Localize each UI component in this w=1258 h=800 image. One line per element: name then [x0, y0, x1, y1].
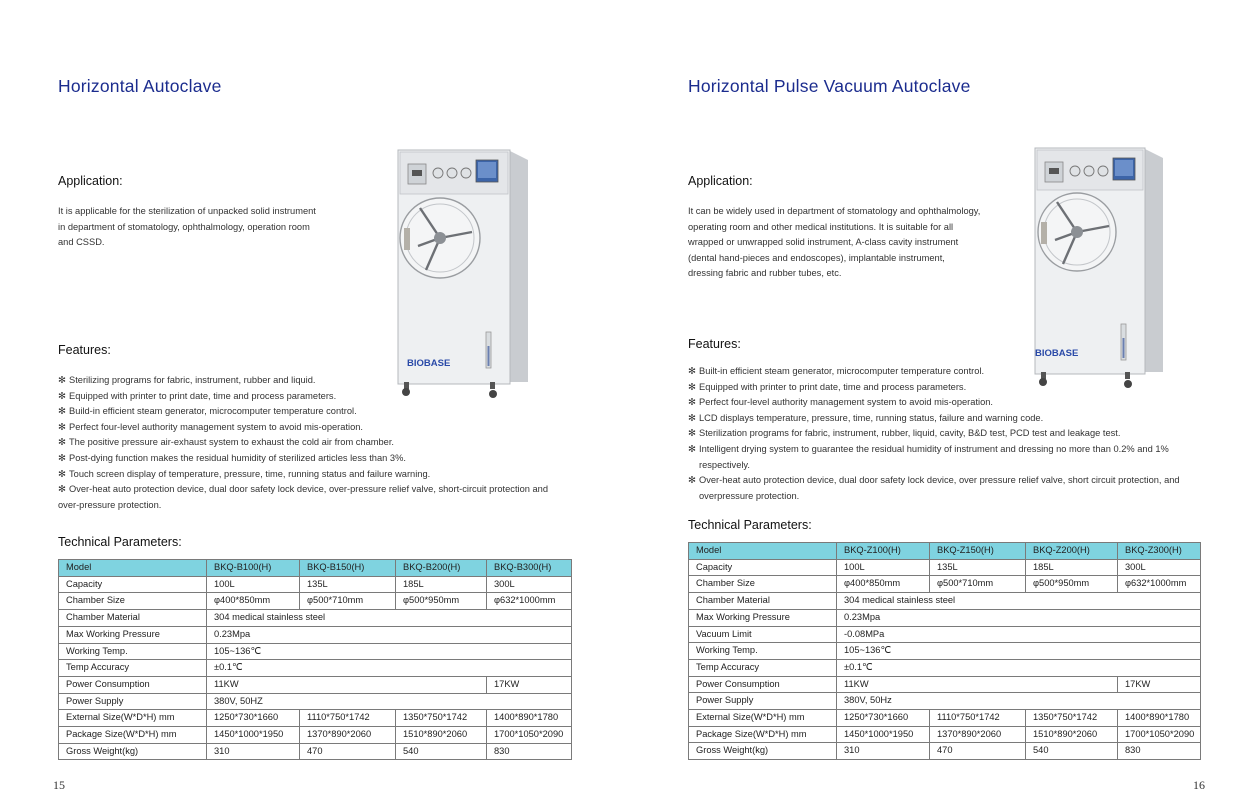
- table-cell: Chamber Material: [59, 610, 207, 627]
- table-cell: Power Supply: [59, 693, 207, 710]
- table-cell: 540: [1026, 743, 1118, 760]
- left-application-line: in department of stomatology, ophthalmology, operation room: [58, 221, 310, 232]
- table-cell: 0.23Mpa: [837, 609, 1201, 626]
- table-cell: 135L: [930, 559, 1026, 576]
- table-cell: 1110*750*1742: [930, 710, 1026, 727]
- right-feature-item: [688, 380, 1218, 396]
- table-cell: BKQ-B100(H): [207, 560, 300, 577]
- table-cell: BKQ-B200(H): [396, 560, 487, 577]
- right-features-list: [688, 364, 1218, 504]
- table-cell: 1250*730*1660: [207, 710, 300, 727]
- table-row: [689, 693, 1201, 710]
- table-cell: Working Temp.: [689, 643, 837, 660]
- table-cell: 1700*1050*2090: [487, 727, 572, 744]
- right-feature-text: Intelligent drying system to guarantee the residual humidity of instrument and dressing no more than 0.2% and 1%: [699, 443, 1169, 454]
- table-row: [59, 626, 572, 643]
- table-cell: 185L: [396, 576, 487, 593]
- left-application-text: [58, 204, 316, 251]
- table-cell: 1450*1000*1950: [837, 726, 930, 743]
- bullet-icon: ✻: [58, 437, 66, 448]
- left-feature-item: [58, 451, 578, 467]
- table-cell: -0.08MPa: [837, 626, 1201, 643]
- table-row: [59, 610, 572, 627]
- table-cell: Chamber Size: [689, 576, 837, 593]
- table-row: [59, 643, 572, 660]
- left-feature-item: [58, 404, 578, 420]
- bullet-icon: ✻: [58, 452, 66, 463]
- table-cell: 540: [396, 743, 487, 760]
- right-feature-item: [688, 411, 1218, 427]
- right-feature-item: [688, 426, 1218, 442]
- table-cell: 135L: [300, 576, 396, 593]
- table-cell: 100L: [837, 559, 930, 576]
- table-cell: 470: [930, 743, 1026, 760]
- table-cell: 310: [207, 743, 300, 760]
- table-cell: Package Size(W*D*H) mm: [689, 726, 837, 743]
- left-feature-text: Over-heat auto protection device, dual door safety lock device, over-pressure relief valve, short-circuit protection and: [69, 484, 549, 495]
- bullet-icon: ✻: [688, 381, 696, 392]
- table-cell: 380V, 50Hz: [837, 693, 1201, 710]
- bullet-icon: ✻: [688, 412, 696, 423]
- table-cell: 1370*890*2060: [300, 727, 396, 744]
- left-application-line: and CSSD.: [58, 237, 105, 248]
- left-feature-text: Perfect four-level authority management system to avoid mis-operation.: [69, 421, 364, 432]
- table-cell: φ632*1000mm: [487, 593, 572, 610]
- table-cell: Model: [59, 560, 207, 577]
- table-row: [59, 660, 572, 677]
- table-cell: Chamber Size: [59, 593, 207, 610]
- right-feature-text: overpressure protection.: [699, 490, 800, 501]
- table-cell: 0.23Mpa: [207, 626, 572, 643]
- table-row: [59, 676, 572, 693]
- left-feature-item: [58, 435, 578, 451]
- left-feature-item: [58, 389, 578, 405]
- table-row: [689, 609, 1201, 626]
- table-cell: 304 medical stainless steel: [207, 610, 572, 627]
- table-cell: Max Working Pressure: [689, 609, 837, 626]
- table-cell: BKQ-Z200(H): [1026, 543, 1118, 560]
- table-cell: ±0.1℃: [207, 660, 572, 677]
- table-cell: Working Temp.: [59, 643, 207, 660]
- right-features-heading: Features:: [688, 337, 741, 351]
- table-cell: 1350*750*1742: [396, 710, 487, 727]
- table-header-row: [59, 560, 572, 577]
- table-cell: Vacuum Limit: [689, 626, 837, 643]
- table-row: [689, 576, 1201, 593]
- bullet-icon: ✻: [688, 443, 696, 454]
- left-feature-item: [58, 467, 578, 483]
- table-row: [59, 593, 572, 610]
- bullet-icon: ✻: [688, 428, 696, 439]
- table-row: [689, 559, 1201, 576]
- table-cell: Power Consumption: [689, 676, 837, 693]
- left-brand-logo: BIOBASE: [407, 358, 451, 369]
- left-application-heading: Application:: [58, 174, 123, 188]
- table-row: [59, 693, 572, 710]
- left-feature-item: [58, 420, 578, 436]
- table-cell: ±0.1℃: [837, 659, 1201, 676]
- right-page-number: 16: [1193, 778, 1205, 792]
- left-application-line: It is applicable for the sterilization of unpacked solid instrument: [58, 206, 316, 216]
- table-cell: φ632*1000mm: [1118, 576, 1201, 593]
- bullet-icon: ✻: [688, 397, 696, 408]
- table-cell: 300L: [1118, 559, 1201, 576]
- left-feature-text: Touch screen display of temperature, pressure, time, running status and failure warning.: [69, 468, 431, 479]
- table-cell: 17KW: [487, 676, 572, 693]
- right-feature-item: [688, 473, 1218, 504]
- bullet-icon: ✻: [58, 468, 66, 479]
- table-cell: 1450*1000*1950: [207, 727, 300, 744]
- left-feature-text: Sterilizing programs for fabric, instrument, rubber and liquid.: [69, 375, 316, 385]
- bullet-icon: ✻: [58, 375, 66, 385]
- table-row: [689, 726, 1201, 743]
- left-tech-heading: Technical Parameters:: [58, 535, 182, 549]
- table-cell: φ500*950mm: [396, 593, 487, 610]
- table-cell: 1250*730*1660: [837, 710, 930, 727]
- table-row: [689, 710, 1201, 727]
- table-cell: BKQ-Z150(H): [930, 543, 1026, 560]
- table-cell: 380V, 50HZ: [207, 693, 572, 710]
- table-cell: Chamber Material: [689, 593, 837, 610]
- right-autoclave-image: [1027, 144, 1169, 392]
- table-cell: 1400*890*1780: [1118, 710, 1201, 727]
- table-row: [689, 676, 1201, 693]
- table-cell: Capacity: [59, 576, 207, 593]
- table-row: [689, 743, 1201, 760]
- right-feature-item: [688, 442, 1218, 473]
- right-feature-text: LCD displays temperature, pressure, time, running status, failure and warning code.: [699, 412, 1044, 423]
- left-feature-text: The positive pressure air-exhaust system to exhaust the cold air from chamber.: [69, 437, 395, 448]
- table-row: [689, 659, 1201, 676]
- table-cell: 1370*890*2060: [930, 726, 1026, 743]
- table-cell: φ400*850mm: [207, 593, 300, 610]
- right-page: [629, 0, 1258, 800]
- table-cell: φ500*710mm: [300, 593, 396, 610]
- table-cell: Gross Weight(kg): [689, 743, 837, 760]
- right-feature-text: Built-in efficient steam generator, microcomputer temperature control.: [699, 366, 985, 376]
- left-feature-item: [58, 482, 578, 513]
- right-feature-item: [688, 364, 1218, 380]
- table-row: [689, 643, 1201, 660]
- table-row: [689, 593, 1201, 610]
- left-features-list: [58, 373, 578, 513]
- left-params-table: [58, 559, 572, 760]
- left-feature-text: over-pressure protection.: [58, 499, 162, 510]
- right-application-line: It can be widely used in department of stomatology and ophthalmology,: [688, 206, 981, 216]
- right-tech-heading: Technical Parameters:: [688, 518, 812, 532]
- table-cell: 11KW: [207, 676, 487, 693]
- bullet-icon: ✻: [688, 475, 696, 486]
- right-feature-text: respectively.: [699, 459, 750, 470]
- table-cell: Power Consumption: [59, 676, 207, 693]
- right-title: Horizontal Pulse Vacuum Autoclave: [688, 76, 971, 96]
- right-application-line: wrapped or unwrapped solid instrument, A-class cavity instrument: [688, 237, 959, 248]
- table-cell: BKQ-B300(H): [487, 560, 572, 577]
- table-cell: 105~136℃: [837, 643, 1201, 660]
- table-cell: 830: [487, 743, 572, 760]
- table-cell: 1350*750*1742: [1026, 710, 1118, 727]
- table-cell: Temp Accuracy: [689, 659, 837, 676]
- table-row: [59, 576, 572, 593]
- table-row: [59, 743, 572, 760]
- table-cell: 11KW: [837, 676, 1118, 693]
- table-header-row: [689, 543, 1201, 560]
- left-page-number: 15: [53, 778, 65, 792]
- table-cell: Power Supply: [689, 693, 837, 710]
- bullet-icon: ✻: [58, 484, 66, 495]
- table-cell: 310: [837, 743, 930, 760]
- bullet-icon: ✻: [58, 421, 66, 432]
- table-cell: BKQ-Z100(H): [837, 543, 930, 560]
- table-cell: φ500*710mm: [930, 576, 1026, 593]
- bullet-icon: ✻: [688, 366, 696, 376]
- right-params-table: [688, 542, 1201, 760]
- right-application-text: [688, 204, 980, 282]
- table-cell: Temp Accuracy: [59, 660, 207, 677]
- table-cell: 1400*890*1780: [487, 710, 572, 727]
- bullet-icon: ✻: [58, 406, 66, 417]
- right-application-line: (dental hand-pieces and endoscopes), implantable instrument,: [688, 252, 945, 263]
- right-application-line: dressing fabric and rubber tubes, etc.: [688, 268, 842, 279]
- table-cell: Max Working Pressure: [59, 626, 207, 643]
- table-cell: 185L: [1026, 559, 1118, 576]
- bullet-icon: ✻: [58, 390, 66, 401]
- table-cell: External Size(W*D*H) mm: [59, 710, 207, 727]
- table-cell: BKQ-B150(H): [300, 560, 396, 577]
- right-feature-text: Over-heat auto protection device, dual door safety lock device, over pressure relief valve, short circuit protection, and: [699, 475, 1180, 486]
- table-row: [59, 727, 572, 744]
- left-feature-item: [58, 373, 578, 389]
- left-feature-text: Post-dying function makes the residual humidity of sterilized articles less than 3%.: [69, 452, 406, 463]
- table-cell: Capacity: [689, 559, 837, 576]
- left-feature-text: Build-in efficient steam generator, microcomputer temperature control.: [69, 406, 357, 417]
- right-feature-item: [688, 395, 1218, 411]
- table-cell: φ400*850mm: [837, 576, 930, 593]
- right-feature-text: Sterilization programs for fabric, instrument, rubber, liquid, cavity, B&D test, PCD test and leakage test.: [699, 428, 1121, 439]
- table-cell: External Size(W*D*H) mm: [689, 710, 837, 727]
- table-cell: 300L: [487, 576, 572, 593]
- table-cell: 1700*1050*2090: [1118, 726, 1201, 743]
- table-row: [59, 710, 572, 727]
- right-application-heading: Application:: [688, 174, 753, 188]
- table-cell: 105~136℃: [207, 643, 572, 660]
- table-row: [689, 626, 1201, 643]
- table-cell: Gross Weight(kg): [59, 743, 207, 760]
- left-title: Horizontal Autoclave: [58, 76, 222, 96]
- table-cell: Package Size(W*D*H) mm: [59, 727, 207, 744]
- right-application-line: operating room and other medical institutions. It is suitable for all: [688, 221, 954, 232]
- right-brand-logo: BIOBASE: [1035, 348, 1079, 359]
- table-cell: φ500*950mm: [1026, 576, 1118, 593]
- table-cell: Model: [689, 543, 837, 560]
- table-cell: 1510*890*2060: [396, 727, 487, 744]
- table-cell: 470: [300, 743, 396, 760]
- left-feature-text: Equipped with printer to print date, time and process parameters.: [69, 390, 337, 401]
- left-features-heading: Features:: [58, 343, 111, 357]
- right-feature-text: Equipped with printer to print date, time and process parameters.: [699, 381, 967, 392]
- table-cell: 17KW: [1118, 676, 1201, 693]
- table-cell: 304 medical stainless steel: [837, 593, 1201, 610]
- table-cell: 1110*750*1742: [300, 710, 396, 727]
- table-cell: BKQ-Z300(H): [1118, 543, 1201, 560]
- table-cell: 1510*890*2060: [1026, 726, 1118, 743]
- right-feature-text: Perfect four-level authority management system to avoid mis-operation.: [699, 397, 994, 408]
- left-autoclave-image: [390, 146, 535, 402]
- table-cell: 830: [1118, 743, 1201, 760]
- table-cell: 100L: [207, 576, 300, 593]
